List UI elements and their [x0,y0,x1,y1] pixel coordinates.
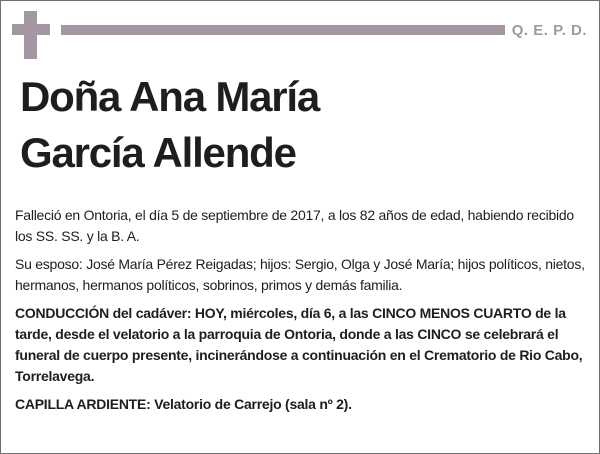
death-announcement: Falleció en Ontoria, el día 5 de septiembre de 2017, a los 82 años de edad, habiendo recibido los SS. SS. y la B. A. [15,207,574,244]
deceased-name [20,69,319,181]
cross-horizontal-bar [12,24,50,35]
family-list: Su esposo: José María Pérez Reigadas; hijos: Sergio, Olga y José María; hijos políticos, nietos, hermanos, hermanos políticos, sobrinos, primos y demás familia. [15,256,585,293]
qepd-label: Q. E. P. D. [511,22,587,39]
chapel-details: CAPILLA ARDIENTE: Velatorio de Carrejo (sala nº 2). [15,396,352,412]
funeral-procession-details: CONDUCCIÓN del cadáver: HOY, miércoles, día 6, a las CINCO MENOS CUARTO de la tarde, desde el velatorio a la parroquia de Ontoria, donde a las CINCO se celebrará el funeral de cuerpo presente, incinerándose a continuación en el Crematorio de Rio Cabo, Torrelavega. [15,305,583,384]
deceased-name-line-1: Doña Ana María [20,73,320,120]
cross-vertical-bar [24,11,37,59]
deceased-name-line-2: García Allende [20,129,296,176]
header-rule [61,25,505,35]
notice-body [15,205,587,422]
